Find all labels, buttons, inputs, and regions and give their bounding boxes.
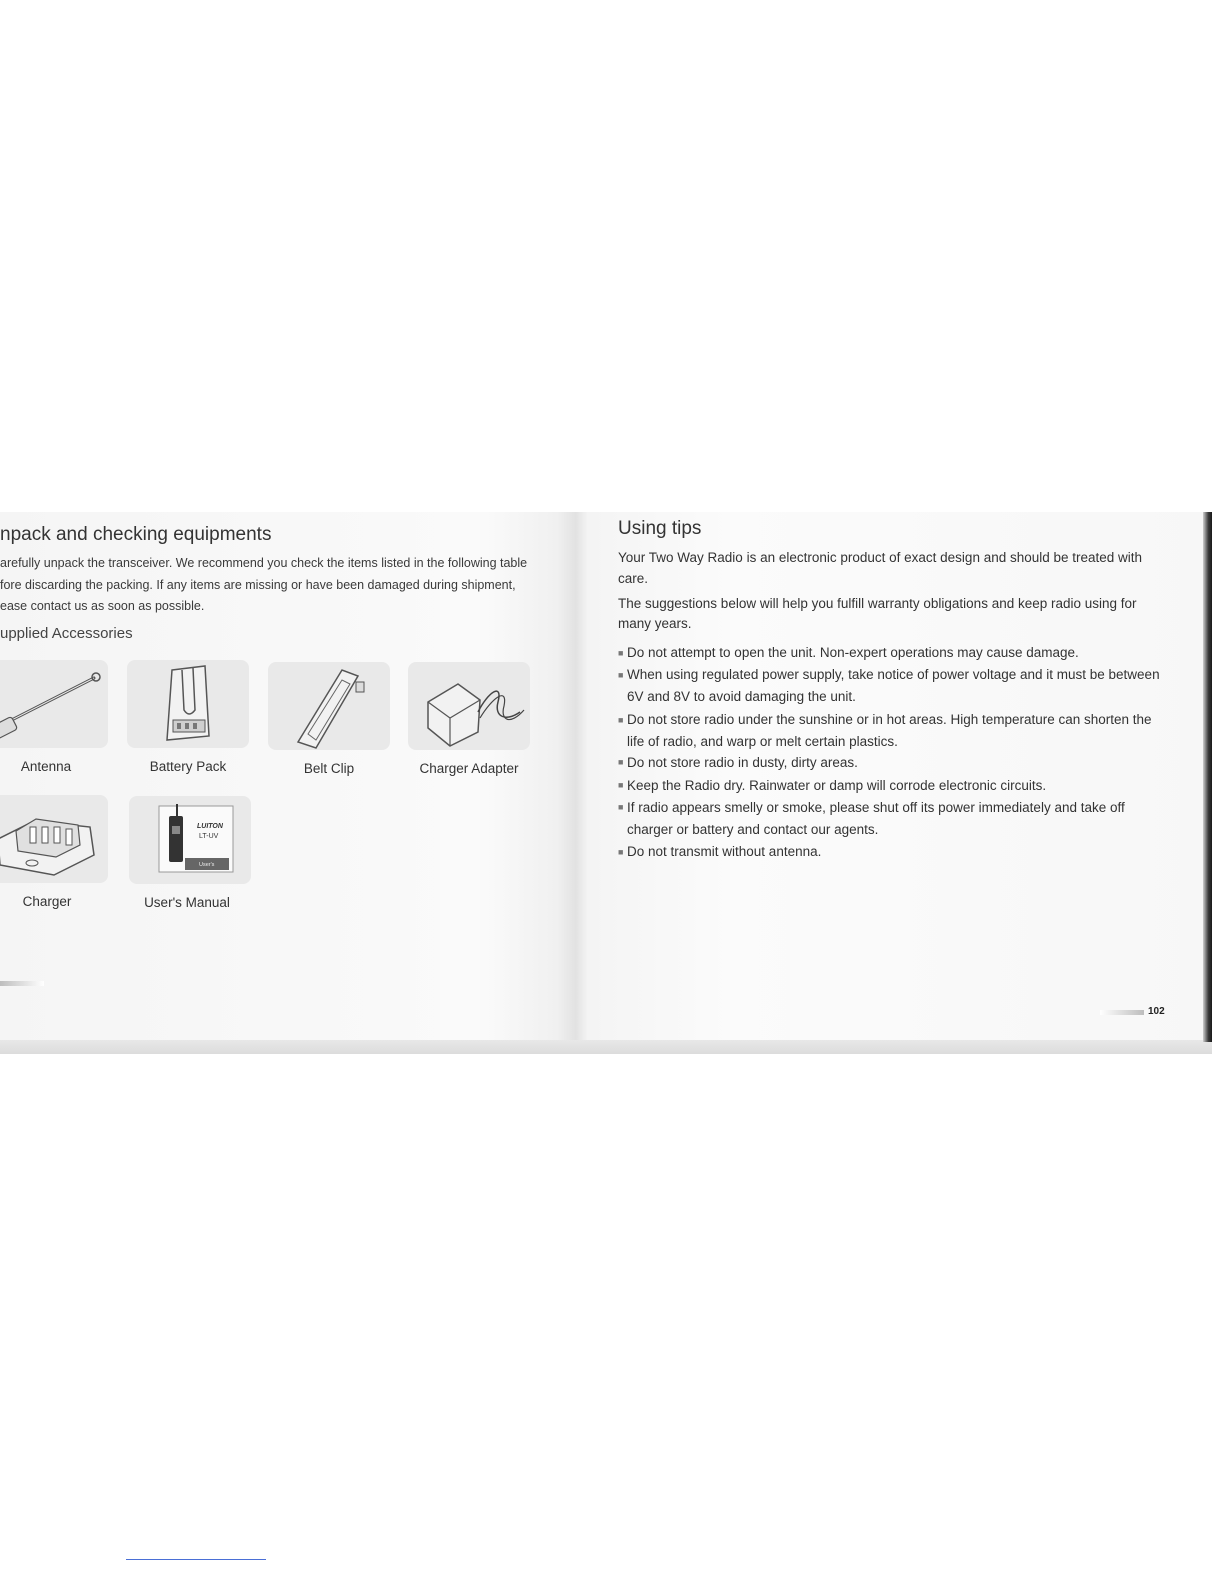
tips-intro-line-3: The suggestions below will help you fulfill warranty obligations and keep radio using for — [618, 596, 1137, 611]
tip-1: Do not attempt to open the unit. Non-expert operations may cause damage. — [627, 645, 1079, 660]
users-manual-tile — [129, 796, 251, 884]
accessories-heading: upplied Accessories — [0, 625, 133, 642]
using-tips-heading: Using tips — [618, 518, 702, 539]
tip-3-line-2: life of radio, and warp or melt certain plastics. — [627, 734, 898, 749]
tips-intro-line-1: Your Two Way Radio is an electronic product of exact design and should be treated with — [618, 550, 1143, 565]
tip-6-line-2: charger or battery and contact our agents. — [627, 822, 879, 837]
tip-bullet: ■ — [618, 802, 624, 812]
svg-text:LT-UV: LT-UV — [199, 833, 219, 840]
page-edge-shadow — [1203, 512, 1212, 1042]
tip-bullet: ■ — [618, 715, 624, 725]
antenna-caption: Antenna — [20, 759, 72, 774]
belt-clip-caption: Belt Clip — [303, 761, 355, 776]
tip-bullet: ■ — [618, 648, 624, 658]
left-page-marker — [0, 981, 44, 986]
tip-3-line-1: Do not store radio under the sunshine or in hot areas. High temperature can shorten the — [627, 712, 1152, 727]
belt-clip-tile — [268, 662, 390, 750]
tip-2-line-1: When using regulated power supply, take notice of power voltage and it must be between — [627, 667, 1160, 682]
users-manual-icon — [129, 796, 251, 884]
tip-2-line-2: 6V and 8V to avoid damaging the unit. — [627, 689, 856, 704]
charger-adapter-caption: Charger Adapter — [419, 761, 519, 776]
charger-tile — [0, 795, 108, 883]
battery-pack-icon — [127, 660, 249, 748]
tip-bullet: ■ — [618, 670, 624, 680]
spread-bottom-edge — [0, 1040, 1212, 1054]
tip-7: Do not transmit without antenna. — [627, 844, 822, 859]
tips-intro-line-2: care. — [618, 571, 649, 586]
unpack-intro-line-1: arefully unpack the transceiver. We recommend you check the items listed in the following table — [0, 556, 528, 570]
charger-adapter-tile — [408, 662, 530, 750]
tip-6-line-1: If radio appears smelly or smoke, please shut off its power immediately and take off — [627, 800, 1125, 815]
charger-adapter-icon — [408, 662, 530, 750]
belt-clip-icon — [268, 662, 390, 750]
underline-mark — [126, 1559, 266, 1560]
antenna-tile — [0, 660, 108, 748]
svg-text:User's: User's — [199, 862, 215, 868]
battery-pack-tile — [127, 660, 249, 748]
unpack-intro-line-2: fore discarding the packing. If any items are missing or have been damaged during shipment, — [0, 578, 516, 592]
page-number: 102 — [1148, 1006, 1165, 1017]
tip-4: Do not store radio in dusty, dirty areas. — [627, 755, 858, 770]
users-manual-caption: User's Manual — [144, 895, 230, 910]
unpack-intro-line-3: ease contact us as soon as possible. — [0, 599, 205, 613]
right-page-marker — [1100, 1010, 1144, 1015]
tip-bullet: ■ — [618, 757, 624, 767]
tip-bullet: ■ — [618, 847, 624, 857]
charger-caption: Charger — [22, 894, 72, 909]
charger-icon — [0, 795, 108, 883]
tips-intro-line-4: many years. — [618, 616, 692, 631]
antenna-icon — [0, 660, 108, 748]
svg-text:LUITON: LUITON — [197, 823, 223, 830]
battery-pack-caption: Battery Pack — [149, 759, 227, 774]
tip-5: Keep the Radio dry. Rainwater or damp will corrode electronic circuits. — [627, 778, 1047, 793]
unpack-heading: npack and checking equipments — [0, 524, 272, 545]
tip-bullet: ■ — [618, 780, 624, 790]
